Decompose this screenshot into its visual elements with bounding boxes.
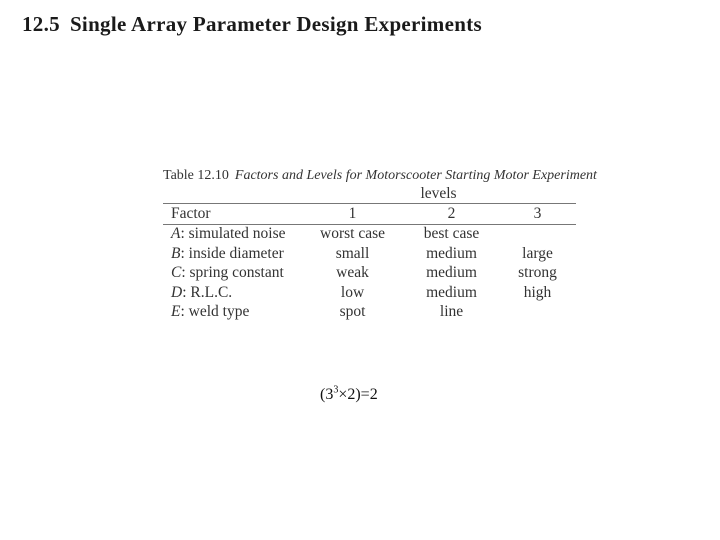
level-1-cell: low <box>340 283 365 301</box>
factor-name: : simulated noise <box>180 225 286 243</box>
factor-cell <box>163 264 302 284</box>
factor-name: : spring constant <box>181 264 284 282</box>
factor-name: : R.L.C. <box>182 283 233 301</box>
column-header-level-3: 3 <box>500 204 576 225</box>
formula-exponent: 3 <box>333 384 339 396</box>
section-number: 12.5 <box>22 12 60 36</box>
factor-cell <box>163 303 302 323</box>
level-3-cell: strong <box>518 264 557 282</box>
levels-header: levels <box>420 185 457 202</box>
level-1-cell: small <box>335 244 370 262</box>
factor-name: : inside diameter <box>180 244 284 262</box>
factor-letter: B <box>171 244 181 262</box>
table-caption <box>163 168 597 184</box>
level-3-cell: large <box>522 244 553 262</box>
level-1-cell: spot <box>339 303 366 321</box>
level-3-cell <box>500 303 576 323</box>
table-caption-title: Factors and Levels for Motorscooter Starting Motor Experiment <box>234 168 597 183</box>
factor-cell <box>163 224 302 244</box>
table-caption-label: Table 12.10 <box>163 168 229 183</box>
table-row <box>163 283 576 303</box>
factor-cell <box>163 244 302 264</box>
factor-letter: D <box>171 283 183 301</box>
level-1-cell: weak <box>336 264 369 282</box>
table-row <box>163 244 576 264</box>
formula-rest: ×2)=2 <box>338 386 378 403</box>
factor-letter: A <box>171 225 181 243</box>
factors-table <box>163 185 576 322</box>
level-2-cell: best case <box>423 225 480 243</box>
section-heading <box>22 12 482 37</box>
design-size-formula <box>320 386 378 404</box>
level-2-cell: medium <box>426 264 477 282</box>
factor-letter: C <box>171 264 182 282</box>
table-row <box>163 224 576 244</box>
level-1-cell: worst case <box>320 225 386 243</box>
column-header-row <box>163 204 576 225</box>
column-header-level-2: 2 <box>404 204 500 225</box>
level-2-cell: line <box>439 303 464 321</box>
levels-header-row <box>163 185 576 204</box>
factor-cell <box>163 283 302 303</box>
table-row <box>163 303 576 323</box>
formula-open: (3 <box>320 386 334 403</box>
level-3-cell: high <box>523 283 552 301</box>
factor-letter: E <box>171 303 181 321</box>
table-row <box>163 264 576 284</box>
level-3-cell <box>500 224 576 244</box>
column-header-factor: Factor <box>163 204 302 225</box>
level-2-cell: medium <box>426 244 477 262</box>
level-2-cell: medium <box>426 283 477 301</box>
column-header-level-1: 1 <box>302 204 404 225</box>
section-title: Single Array Parameter Design Experiments <box>69 12 482 36</box>
factor-name: : weld type <box>180 303 250 321</box>
